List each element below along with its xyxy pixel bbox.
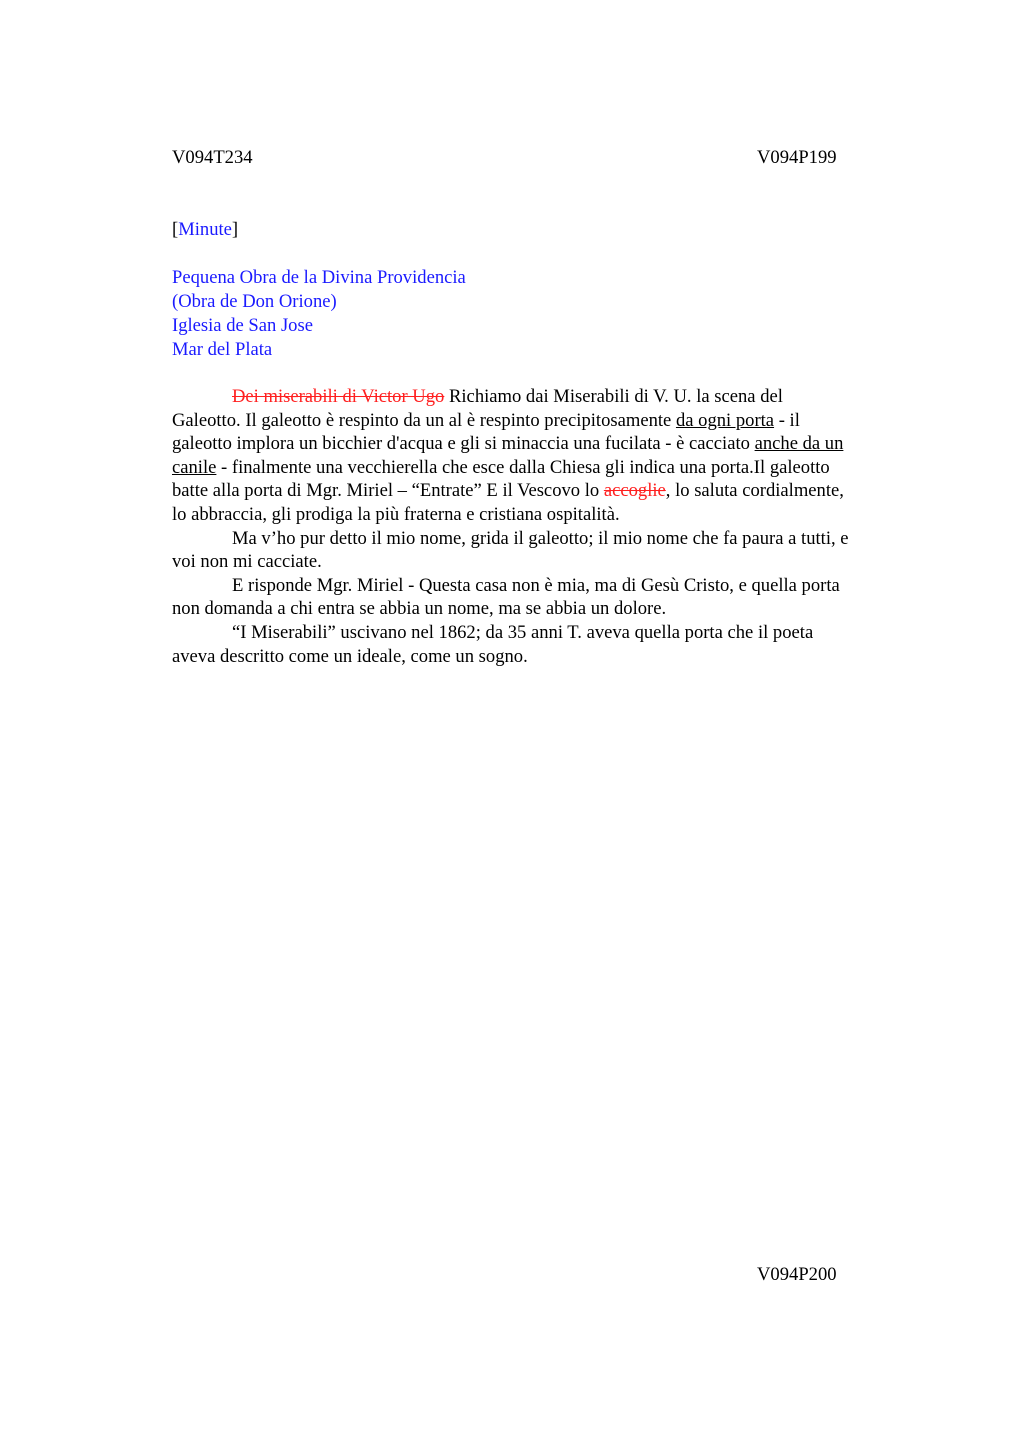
document-code-left: V094T234: [172, 147, 253, 168]
address-block: [172, 266, 466, 362]
deleted-accoglie: accoglie: [603, 480, 666, 502]
p1-line-2-text-a: Galeotto. Il galeotto è respinto da un al è respinto precipitosamente: [172, 409, 676, 431]
paragraph-3: [172, 574, 932, 621]
p1-line-2-text-b: - il: [774, 409, 800, 431]
paragraph-4: [172, 621, 932, 668]
p1-line-5-text-a: batte alla porta di Mgr. Miriel – “Entrate” E il Vescovo lo: [172, 480, 604, 502]
address-line-1: Pequena Obra de la Divina Providencia: [172, 267, 466, 288]
page-code-top: V094P199: [757, 147, 837, 168]
p1-line-1-text: Richiamo dai Miserabili di V. U. la scena del: [444, 386, 783, 407]
p1-line-3-text-a: galeotto implora un bicchier d'acqua e gli si minaccia una fucilata - è cacciato: [172, 433, 755, 455]
underlined-anche-da-un: anche da un: [754, 433, 844, 455]
bracket-close: ]: [231, 219, 239, 240]
p1-line-2: [112, 409, 932, 433]
minute-label: Minute: [178, 219, 232, 240]
p1-line-4-text: - finalmente una vecchierella che esce dalla Chiesa gli indica una porta.Il galeotto: [216, 456, 830, 478]
address-line-2: (Obra de Don Orione): [172, 291, 337, 312]
bracket-open: [: [172, 219, 179, 240]
p4-line-1: “I Miserabili” uscivano nel 1862; da 35 anni T. aveva quella porta che il poeta: [232, 621, 814, 643]
body-text: [172, 385, 932, 668]
underlined-canile: canile: [172, 456, 217, 478]
address-line-3: Iglesia de San Jose: [172, 315, 313, 336]
p1-line-1: [172, 385, 932, 409]
p1-line-6: lo abbraccia, gli prodiga la più fraterna e cristiana ospitalità.: [172, 503, 620, 525]
p1-line-5: [112, 479, 932, 503]
underlined-da-ogni-porta: da ogni porta: [675, 409, 775, 431]
p1-line-3: [112, 432, 932, 456]
address-line-4: Mar del Plata: [172, 339, 273, 360]
paragraph-1: [172, 385, 932, 527]
p1-line-4: [112, 456, 932, 480]
paragraph-2: [172, 527, 932, 574]
p4-line-2: aveva descritto come un ideale, come un sogno.: [172, 645, 528, 667]
p3-line-1: E risponde Mgr. Miriel - Questa casa non è mia, ma di Gesù Cristo, e quella porta: [232, 574, 840, 596]
deleted-intro: Dei miserabili di Victor Ugo: [232, 386, 445, 407]
p3-line-2: non domanda a chi entra se abbia un nome, ma se abbia un dolore.: [172, 598, 667, 620]
p1-line-5-text-b: , lo saluta cordialmente,: [665, 480, 844, 502]
page-code-bottom: V094P200: [757, 1264, 837, 1285]
minute-annotation: [172, 218, 238, 242]
p2-line-1: Ma v’ho pur detto il mio nome, grida il galeotto; il mio nome che fa paura a tutti, e: [232, 527, 849, 549]
p2-line-2: voi non mi cacciate.: [172, 551, 322, 573]
